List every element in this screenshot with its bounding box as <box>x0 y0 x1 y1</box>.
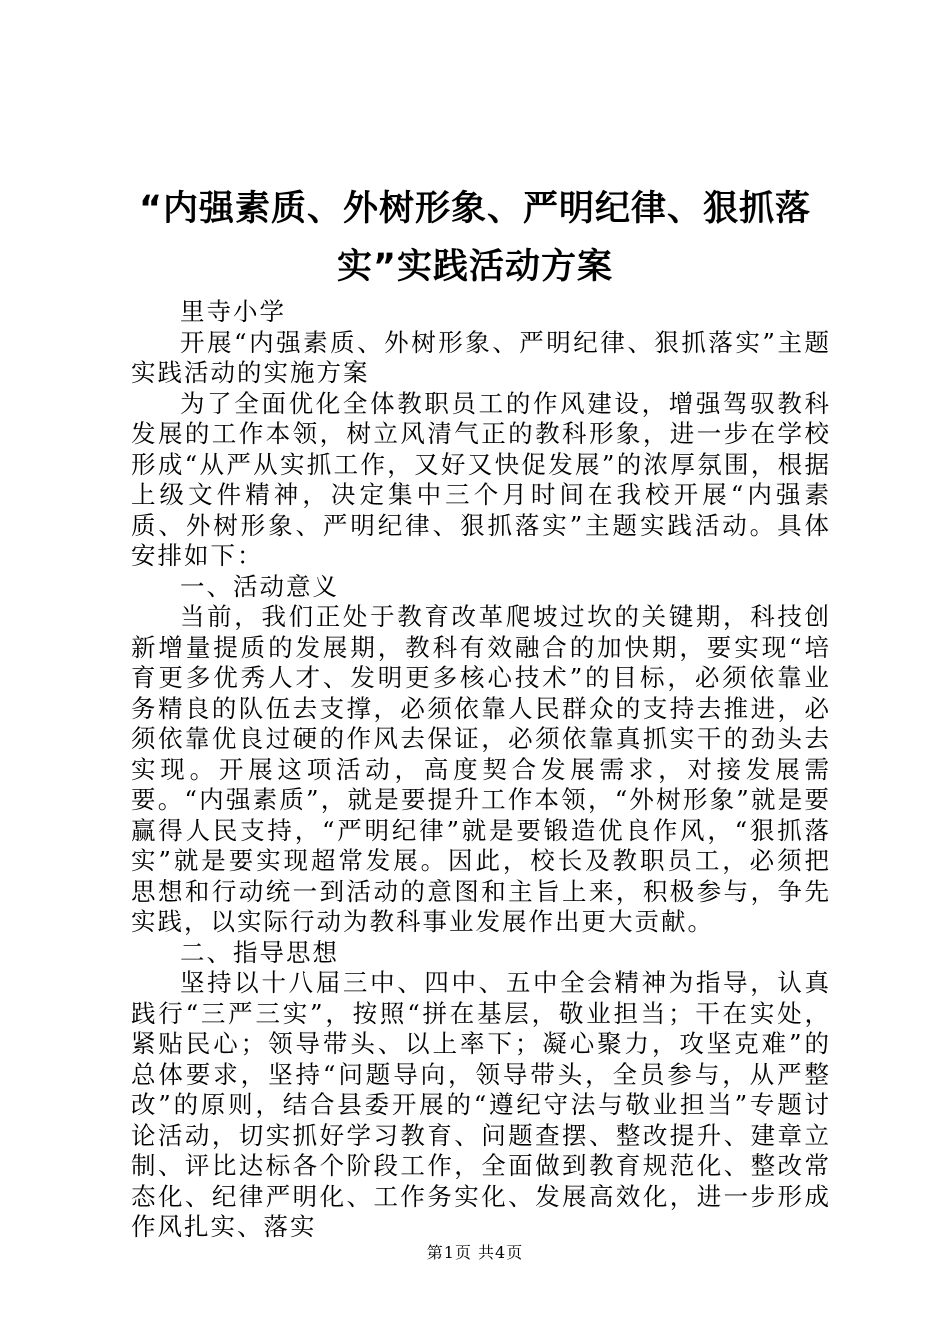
section-2-paragraph: 坚持以十八届三中、四中、五中全会精神为指导，认真践行“三严三实”，按照“拼在基层，敬业担当；干在实处，紧贴民心；领导带头、以上率下；凝心聚力，攻坚克难”的总体要求，坚持“问题导向，领导带头，全员参与，从严整改”的原则，结合县委开展的“遵纪守法与敬业担当”专题讨论活动，切实抓好学习教育、问题查摆、整改提升、建章立制、评比达标各个阶段工作，全面做到教育规范化、整改常态化、纪律严明化、工作务实化、发展高效化，进一步形成作风扎实、落实 <box>131 968 831 1241</box>
page-footer: 第1页 共4页 <box>426 1243 524 1262</box>
title-line-1: “内强素质、外树形象、严明纪律、狠抓落 <box>138 189 811 229</box>
section-heading-1: 一、活动意义 <box>180 571 339 601</box>
subtitle-paragraph: 开展“内强素质、外树形象、严明纪律、狠抓落实”主题实践活动的实施方案 <box>131 327 831 387</box>
section-heading-2: 二、指导思想 <box>180 937 339 967</box>
author-line: 里寺小学 <box>180 297 286 326</box>
document-title <box>120 180 830 296</box>
title-line-2: 实”实践活动方案 <box>336 247 613 287</box>
intro-paragraph: 为了全面优化全体教职员工的作风建设，增强驾驭教科发展的工作本领，树立风清气正的教科形象，进一步在学校形成“从严从实抓工作，又好又快促发展”的浓厚氛围，根据上级文件精神，决定集中三个月时间在我校开展“内强素质、外树形象、严明纪律、狠抓落实”主题实践活动。具体安排如下： <box>131 388 831 570</box>
document-body <box>131 297 831 1243</box>
section-1-paragraph: 当前，我们正处于教育改革爬坡过坎的关键期，科技创新增量提质的发展期，教科有效融合的加快期，要实现“培育更多优秀人才、发明更多核心技术”的目标，必须依靠业务精良的队伍去支撑，必须依靠人民群众的支持去推进，必须依靠优良过硬的作风去保证，必须依靠真抓实干的劲头去实现。开展这项活动，高度契合发展需求，对接发展需要。“内强素质”，就是要提升工作本领，“外树形象”就是要赢得人民支持，“严明纪律”就是要锻造优良作风，“狠抓落实”就是要实现超常发展。因此，校长及教职员工，必须把思想和行动统一到活动的意图和主旨上来，积极参与，争先实践，以实际行动为教科事业发展作出更大贡献。 <box>131 602 831 936</box>
